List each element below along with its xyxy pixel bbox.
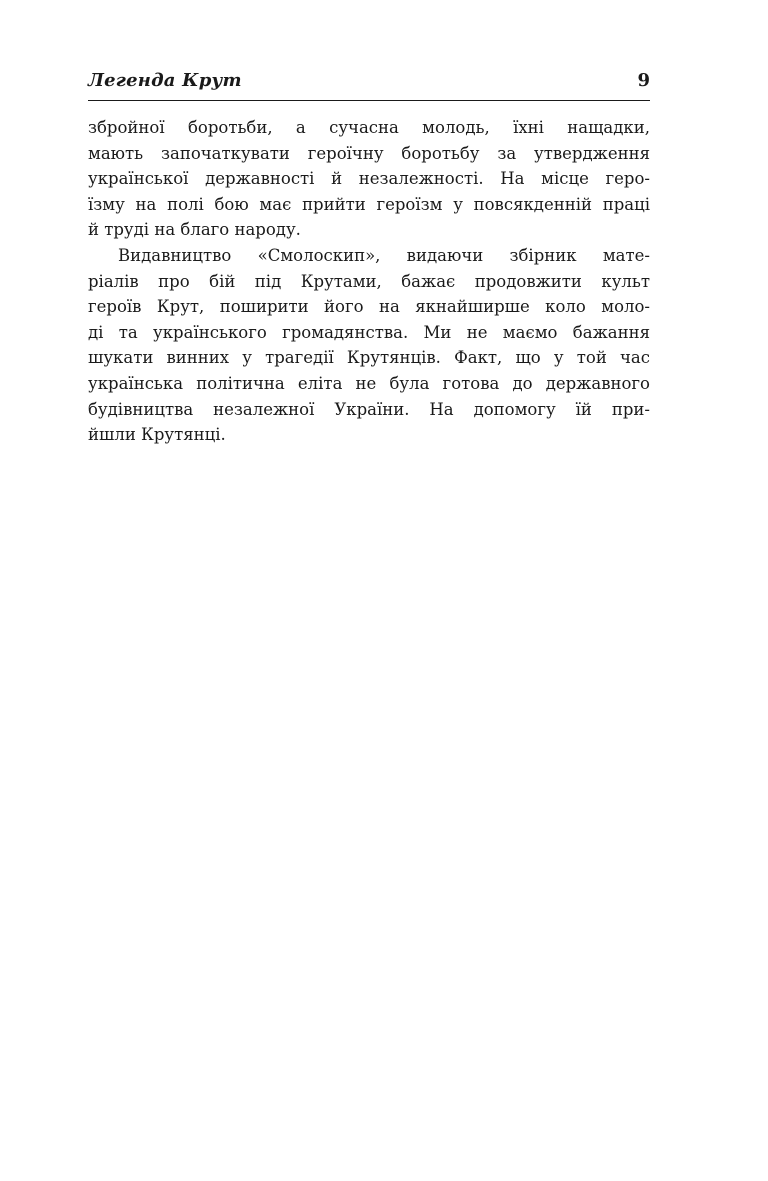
text-line: будівництва незалежної України. На допомогу їй при- bbox=[88, 399, 650, 419]
text-line: мають започаткувати героїчну боротьбу за утвердження bbox=[88, 143, 650, 163]
paragraph-1 bbox=[88, 115, 650, 243]
text-line: Видавництво «Смолоскип», видаючи збірник мате- bbox=[118, 245, 650, 265]
text-line: їзму на полі бою має прийти героїзм у повсякденній праці bbox=[88, 194, 650, 214]
page-number: 9 bbox=[637, 70, 650, 91]
text-line: ріалів про бій під Крутами, бажає продовжити культ bbox=[88, 271, 650, 291]
text-line: української державності й незалежності. На місце геро- bbox=[88, 169, 650, 189]
text-line: українська політична еліта не була готова до державного bbox=[88, 373, 650, 393]
text-line: й труді на благо народу. bbox=[88, 220, 301, 240]
body-text bbox=[88, 115, 650, 448]
running-title: Легенда Крут bbox=[88, 70, 242, 91]
text-line: збройної боротьби, а сучасна молодь, їхні нащадки, bbox=[88, 118, 650, 137]
text-line: ді та українського громадянства. Ми не маємо бажання bbox=[88, 322, 650, 342]
text-line: героїв Крут, поширити його на якнайширше коло моло- bbox=[88, 297, 650, 317]
text-line: йшли Крутянці. bbox=[88, 425, 226, 445]
book-page bbox=[88, 70, 650, 448]
paragraph-2 bbox=[88, 243, 650, 448]
text-line: шукати винних у трагедії Крутянців. Факт, що у той час bbox=[88, 348, 650, 368]
running-head bbox=[88, 70, 650, 101]
